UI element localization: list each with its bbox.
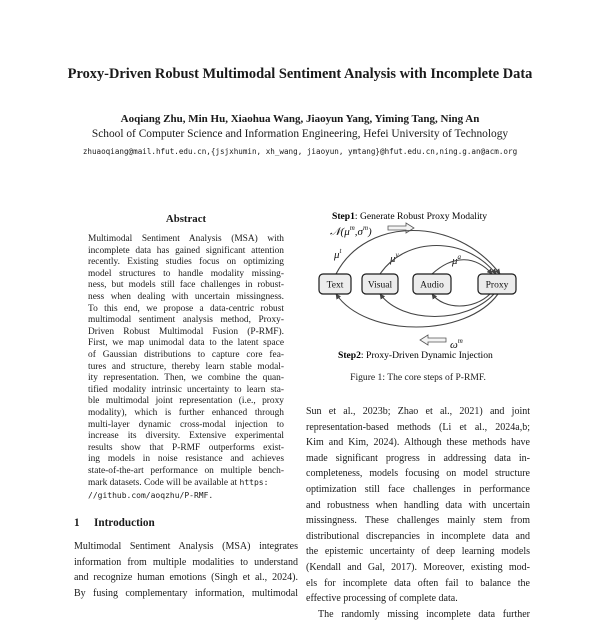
- abstract-line: To this end, we propose a data-centric robust: [88, 303, 284, 314]
- intro-line: Multimodal Sentiment Analysis (MSA) integrates: [74, 541, 298, 552]
- abstract-line: tures and structure, thereby learn stable modal-: [88, 361, 284, 372]
- abstract-line: ity representation. Then, we combine the quan-: [88, 373, 284, 384]
- intro-line: information from multiple modalities to understand: [74, 556, 298, 568]
- abstract-line: state-of-the-art performance on multiple bench-: [88, 465, 284, 476]
- abstract-line: multi-layer dynamic cross-modal injection to: [88, 419, 284, 430]
- code-link-url[interactable]: //github.com/aoqzhu/P-RMF.: [88, 491, 214, 501]
- section-title: Introduction: [94, 517, 155, 529]
- mu-visual-label: $\mu^v$: [390, 251, 399, 265]
- abstract-line: recently. Existing studies focus on optimizing: [88, 257, 284, 268]
- figure-caption: Figure 1: The core steps of P-RMF.: [350, 372, 486, 383]
- abstract-line: ness when dealing with uncertain missingness.: [88, 291, 284, 302]
- introduction-body: [74, 539, 298, 601]
- intro-line: By fusing complementary information, multimodal: [74, 587, 298, 599]
- visual-box-label: Visual: [367, 280, 393, 291]
- mu-audio-label: $\mu^a$: [452, 253, 462, 267]
- abstract-line: model structures to handle modality missing-: [88, 268, 284, 279]
- abstract-line: Multimodal Sentiment Analysis (MSA) with: [88, 234, 284, 244]
- abstract-line: of Gaussian distributions to capture core fea-: [88, 349, 284, 360]
- audio-box-label: Audio: [420, 280, 444, 291]
- affiliation: School of Computer Science and Information Engineering, Hefei University of Technology: [91, 128, 509, 140]
- abstract-line: increase its diversity. Extensive experimental: [88, 431, 284, 442]
- abstract-heading: Abstract: [165, 213, 207, 225]
- gaussian-label: $𝒩(\mu^m,\sigma^m)$: [330, 224, 372, 238]
- abstract-line: modality), which is further enhanced through: [88, 407, 284, 418]
- author-emails: zhuaoqiang@mail.hfut.edu.cn,{jsjxhumin, xh_wang, jiaoyun, ymtang}@hfut.edu.cn,ning.g.an@acm.org: [82, 147, 518, 156]
- proxy-to-text-arrow: [336, 294, 498, 327]
- step2-label: Step2: Proxy-Driven Dynamic Injection: [338, 350, 493, 361]
- body-line: optimization still face challenges in performance: [306, 483, 530, 495]
- paper-title: Proxy-Driven Robust Multimodal Sentiment Analysis with Incomplete Data: [67, 66, 533, 82]
- introduction-heading: [74, 517, 155, 529]
- body-line: Kim and Kim, 2024). Although these methods have: [306, 437, 530, 449]
- abstract-line: [88, 477, 284, 490]
- text-box-label: Text: [326, 280, 344, 291]
- section-number: 1: [74, 517, 80, 529]
- omega-label: $\omega^m$: [450, 337, 463, 351]
- body-line: the epistemic uncertainty of deep learning models: [306, 546, 530, 558]
- code-link-prefix[interactable]: https:: [239, 478, 269, 488]
- body-line: missingness. These challenges mainly stem from: [306, 515, 530, 527]
- body-line: representation-based methods (Li et al., 2024a,b;: [306, 421, 530, 433]
- proxy-box-label: Proxy: [485, 280, 509, 291]
- abstract-line: ble multimodal joint representation (i.e., proxy: [88, 396, 284, 407]
- abstract-last-text: mark datasets. Code will be available at: [88, 478, 240, 489]
- body-line: The randomly missing incomplete data further: [318, 608, 530, 620]
- abstract-body: [88, 234, 284, 503]
- body-line: Sun et al., 2023b; Zhao et al., 2021) and joint: [306, 406, 530, 417]
- body-line: completeness, models focusing on model structure: [306, 468, 530, 480]
- audio-to-proxy-arrow: [432, 260, 492, 274]
- body-line: made significant progress in addressing data in-: [306, 452, 530, 464]
- abstract-line: ness, but models still face challenges in robust-: [88, 280, 284, 291]
- body-line: els for incomplete data often fail to balance the: [306, 577, 530, 589]
- body-line: distributional discrepancies in incomplete data and: [306, 530, 530, 542]
- right-column-body: [306, 404, 530, 622]
- author-list: Aoqiang Zhu, Min Hu, Xiaohua Wang, Jiaoyun Yang, Yiming Tang, Ning An: [120, 113, 480, 125]
- abstract-line: First, we map unimodal data to the latent space: [88, 338, 284, 349]
- abstract-line: [88, 490, 284, 503]
- body-line: (Kendall and Gal, 2017). Moreover, existing mod-: [306, 561, 530, 573]
- step1-label: Step1: Generate Robust Proxy Modality: [332, 211, 488, 222]
- abstract-line: ing models in noise resistance and achieves: [88, 454, 284, 465]
- abstract-line: Driven Robust Multimodal Fusion (P-RMF).: [88, 326, 284, 337]
- intro-line: and recognize human emotions (Singh et al., 2024).: [74, 572, 298, 584]
- body-line: effective processing of complete data.: [306, 593, 458, 605]
- figure-core-steps: [306, 206, 530, 366]
- step2-arrow-icon: [420, 335, 446, 345]
- abstract-line: tified modality intrinsic uncertainty to learn sta-: [88, 384, 284, 395]
- body-line: and robustness when handling data with uncertain: [306, 499, 530, 511]
- abstract-line: results show that P-RMF outperforms exist-: [88, 442, 284, 453]
- abstract-line: multimodal sentiment analysis method, Proxy-: [88, 315, 284, 326]
- abstract-line: incomplete data has gained significant attention: [88, 245, 284, 256]
- proxy-to-visual-arrow: [380, 294, 494, 317]
- mu-text-label: $\mu^t$: [334, 247, 342, 261]
